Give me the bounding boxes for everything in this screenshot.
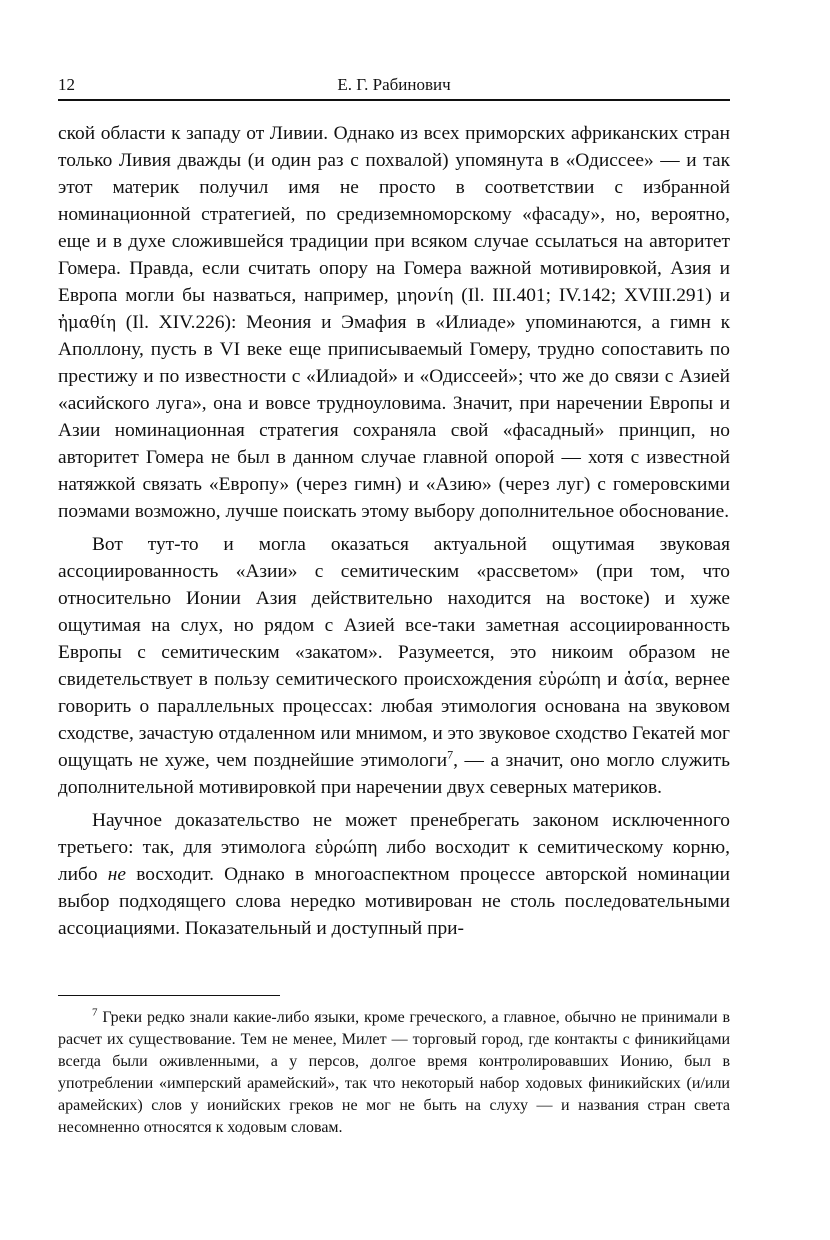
- paragraph-1: [58, 120, 730, 525]
- footnote-text: Греки редко знали какие-либо языки, кроме греческого, а главное, обычно не принимали в расчет их существование. Тем не менее, Милет — торговый город, где контакты с финикийцами всегда были оживленными, а у персов, долгое время контролировавших Ионию, был в употреблении «имперский арамейский», так что некоторый набор ходовых финикийских (и/или арамейских) слов у ионийских греков не мог не быть на слуху — и названия стран света несомненно относятся к ходовым словам.: [58, 1009, 730, 1136]
- running-head: Е. Г. Рабинович: [337, 75, 451, 94]
- greek-word: εὐρώπη: [314, 838, 378, 857]
- text-run: , вернее говорить о параллельных процессах: любая этимология основана на звуковом сходстве, зачастую отдаленном или мнимом, и это звуковое сходство Гекатей мог ощущать не хуже, чем позднейшие этимологи: [58, 669, 730, 771]
- paragraph-2: [58, 531, 730, 801]
- emphasis: не: [107, 864, 127, 885]
- text-run: Научное доказательство не может пренебрегать законом исключенного третьего: так, для этимолога: [58, 810, 730, 858]
- text-run: Вот тут-то и могла оказаться актуальной ощутимая звуковая ассоциированность «Азии» с семитическим «рассветом» (при том, что относительно Ионии Азия действительно находится на востоке) и хуже ощутимая на слух, но рядом с Азией все-таки заметная ассоциированность Европы с семитическим «закатом». Разумеется, это никоим образом не свидетельствует в пользу семитического происхождения: [58, 534, 730, 690]
- footnote-rule: [58, 995, 280, 996]
- header-rule: [58, 99, 730, 101]
- greek-word: ἀσία: [623, 670, 664, 689]
- text-run: либо восходит к семитическому корню, либо: [58, 837, 731, 885]
- footnote-mark: 7: [92, 1006, 98, 1019]
- page-header: [58, 71, 730, 97]
- greek-word: μηονίη: [396, 286, 454, 305]
- text-run: , — а значит, оно могло служить дополнительной мотивировкой при наречении двух северных материков.: [58, 750, 730, 798]
- footnote: [58, 1007, 730, 1139]
- greek-word: ἠμαθίη: [58, 313, 117, 332]
- text-run: и: [600, 669, 624, 690]
- text-run: восходит. Однако в многоаспектном процессе авторской номинации выбор подходящего слова нередко мотивирован не столь последовательными ассоциациями. Показательный и доступный при-: [58, 864, 730, 939]
- text-run: (Il. III.401; IV.142; XVIII.291) и: [453, 285, 730, 306]
- text-run: ской области к западу от Ливии. Однако из всех приморских африканских стран только Ливия дважды (и один раз с похвалой) упомянута в «Одиссее» — и так этот материк получил имя не просто в соответствии с избранной номинационной стратегией, по средиземноморскому «фасаду», но, вероятно, еще и в духе сложившейся традиции при всяком случае ссылаться на авторитет Гомера. Правда, если считать опору на Гомера важной мотивировкой, Азия и Европа могли бы назваться, например,: [58, 123, 730, 306]
- text-run: (Il. XIV.226): Мeония и Эмафия в «Илиаде» упоминаются, а гимн к Аполлону, пусть в VI веке еще приписываемый Гомеру, трудно сопоставить по престижу и по известности с «Илиадой» и «Одиссеей»; что же до связи с Азией «асийского луга», она и вовсе трудноуловима. Значит, при наречении Европы и Азии номинационная стратегия сохраняла свой «фасадный» принцип, но авторитет Гомера не был в данном случае главной опорой — хотя с известной натяжкой связать «Европу» (через гимн) и «Азию» (через луг) с гомеровскими поэмами возможно, лучше поискать этому выбору дополнительное обоснование.: [58, 312, 730, 522]
- page-number: 12: [58, 75, 75, 94]
- greek-word: εὐρώπη: [538, 670, 601, 689]
- footnote-reference[interactable]: 7: [447, 747, 454, 762]
- paragraph-3: [58, 807, 730, 942]
- main-text: [58, 120, 730, 942]
